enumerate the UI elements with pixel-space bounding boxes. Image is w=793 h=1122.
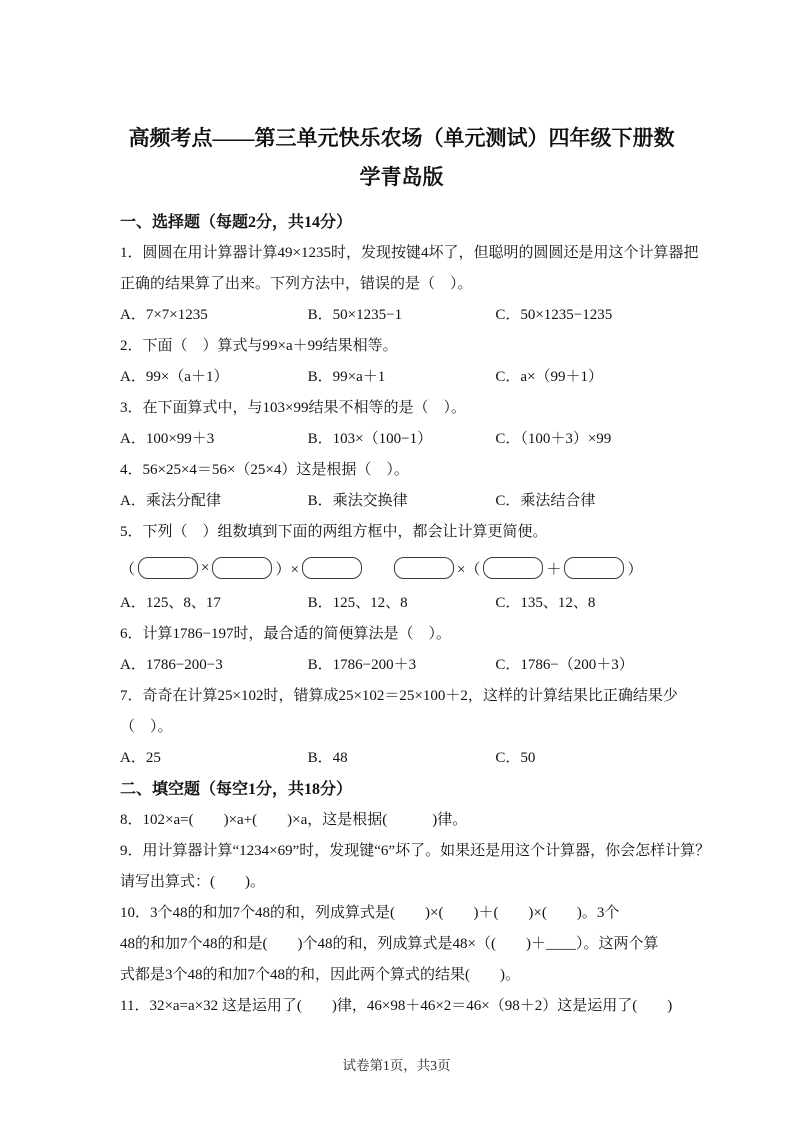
blank-box-3 — [302, 557, 362, 579]
question-2-option-a: A．99×（a＋1） — [120, 369, 229, 385]
question-6-option-c: C．1786−（200＋3） — [495, 657, 634, 673]
question-4-options — [120, 486, 683, 517]
question-7-text-line-1: 7．奇奇在计算25×102时，错算成25×102＝25×100＋2，这样的计算结果比正确结果少 — [120, 688, 678, 704]
paren-open-text: （ — [120, 561, 136, 578]
question-3-option-a: A．100×99＋3 — [120, 431, 215, 447]
question-7-options — [120, 743, 683, 774]
question-9-text-line-2: 请写出算式：( )。 — [120, 874, 265, 890]
question-7-option-c: C．50 — [495, 750, 536, 766]
question-4-option-c: C．乘法结合律 — [495, 493, 596, 509]
question-6-text: 6．计算1786−197时，最合适的简便算法是（ ）。 — [120, 626, 451, 642]
blank-box-6 — [564, 557, 624, 579]
blank-box-2 — [212, 557, 272, 579]
question-2-text: 2．下面（ ）算式与99×a＋99结果相等。 — [120, 338, 398, 354]
question-6-option-b: B．1786−200＋3 — [307, 657, 417, 673]
question-1-options — [120, 300, 683, 331]
times-paren-open-text: ×（ — [456, 561, 481, 578]
question-3-option-c: C．（100＋3）×99 — [495, 431, 612, 447]
blank-box-4 — [394, 557, 454, 579]
question-3-options — [120, 424, 683, 455]
title-line-1: 高频考点——第三单元快乐农场（单元测试）四年级下册数 — [128, 126, 675, 150]
question-10-text-line-1: 10．3个48的和加7个48的和，列成算式是( )×( )＋( )×( )。3个 — [120, 905, 620, 921]
question-7-option-a: A．25 — [120, 750, 161, 766]
question-1-text-line-2: 正确的结果算了出来。下列方法中，错误的是（ ）。 — [120, 276, 473, 292]
question-2-options — [120, 362, 683, 393]
question-5-option-c: C．135、12、8 — [495, 595, 596, 611]
question-2-option-b: B．99×a＋1 — [307, 369, 386, 385]
question-10-text-line-2: 48的和加7个48的和是( )个48的和，列成算式是48×（( )＋____）。这两个算 — [120, 936, 659, 952]
question-1-option-c: C．50×1235−1235 — [495, 307, 613, 323]
question-2-option-c: C．a×（99＋1） — [495, 369, 603, 385]
times-operator-text: × — [201, 559, 210, 576]
question-4-text: 4．56×25×4＝56×（25×4）这是根据（ ）。 — [120, 462, 409, 478]
question-10-text-line-3: 式都是3个48的和加7个48的和，因此两个算式的结果( )。 — [120, 967, 520, 983]
question-6-option-a: A．1786−200−3 — [120, 657, 223, 673]
question-5-option-a: A．125、8、17 — [120, 595, 221, 611]
question-5-box-expressions — [120, 548, 683, 588]
plus-operator-text: ＋ — [546, 561, 562, 578]
page-title — [120, 119, 683, 197]
question-9-text-line-1: 9．用计算器计算“1234×69”时，发现键“6”坏了。如果还是用这个计算器，你会怎样计算？ — [120, 843, 711, 859]
question-4-option-b: B．乘法交换律 — [307, 493, 408, 509]
page-footer: 试卷第1页，共3页 — [342, 1058, 451, 1073]
paren-close-times-text: ）× — [275, 561, 299, 578]
question-8-text: 8．102×a=( )×a+( )×a，这是根据( )律。 — [120, 812, 468, 828]
question-11-text: 11．32×a=a×32 这是运用了( )律，46×98＋46×2＝46×（98＋2）这是运用了( ) — [120, 998, 673, 1014]
question-7-text-line-2: （ ）。 — [120, 719, 173, 735]
title-line-2: 学青岛版 — [359, 165, 444, 189]
question-7-option-b: B．48 — [307, 750, 348, 766]
paren-close-text: ） — [627, 561, 643, 578]
question-5-text: 5．下列（ ）组数填到下面的两组方框中，都会让计算更简便。 — [120, 524, 548, 540]
blank-box-1 — [138, 557, 198, 579]
question-4-option-a: A．乘法分配律 — [120, 493, 221, 509]
question-1-option-a: A．7×7×1235 — [120, 307, 208, 323]
section-1-heading: 一、选择题（每题2分，共14分） — [120, 214, 353, 231]
question-5-option-b: B．125、12、8 — [307, 595, 408, 611]
question-6-options — [120, 650, 683, 681]
question-3-option-b: B．103×（100−1） — [307, 431, 433, 447]
question-1-text-line-1: 1．圆圆在用计算器计算49×1235时，发现按键4坏了，但聪明的圆圆还是用这个计算器把 — [120, 245, 699, 261]
question-3-text: 3．在下面算式中，与103×99结果不相等的是（ ）。 — [120, 400, 466, 416]
question-5-options — [120, 588, 683, 619]
question-1-option-b: B．50×1235−1 — [307, 307, 403, 323]
blank-box-5 — [483, 557, 543, 579]
section-2-heading: 二、填空题（每空1分，共18分） — [120, 781, 353, 798]
